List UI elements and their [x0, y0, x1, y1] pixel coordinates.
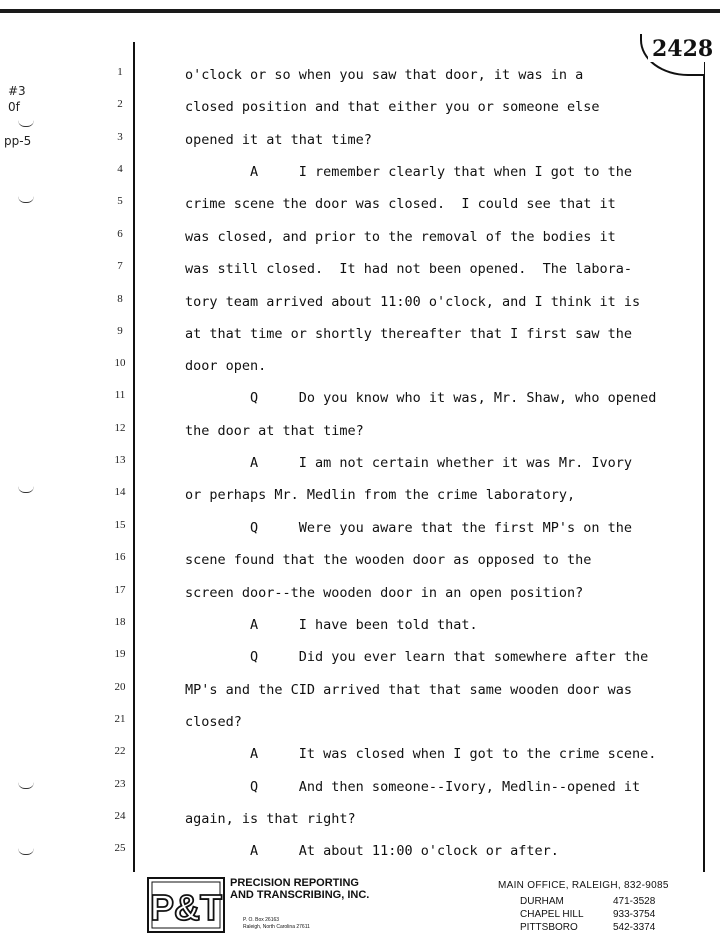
line-number: 22: [114, 745, 126, 757]
line-number: 14: [114, 486, 126, 498]
logo-letters: P&T: [150, 887, 222, 928]
company-logo: [146, 876, 226, 934]
transcript-line: o'clock or so when you saw that door, it was in a: [185, 67, 584, 83]
margin-pencil-mark: [18, 486, 34, 493]
transcript-line: closed?: [185, 714, 242, 730]
office-city: DURHAM: [520, 896, 564, 907]
line-number: 2: [117, 98, 123, 110]
page-number: 2428: [648, 36, 717, 62]
office-city: PITTSBORO: [520, 922, 578, 933]
margin-note-scribble: 0f: [8, 100, 20, 114]
line-number: 5: [117, 195, 123, 207]
line-number: 13: [114, 454, 126, 466]
line-number: 8: [117, 293, 123, 305]
transcript-line: was closed, and prior to the removal of the bodies it: [185, 229, 616, 245]
line-number: 20: [114, 681, 126, 693]
margin-pencil-mark: [18, 196, 34, 203]
transcript-line: Q Did you ever learn that somewhere after the: [185, 649, 649, 665]
line-number: 18: [114, 616, 126, 628]
office-phone: 933-3754: [613, 909, 656, 920]
transcript-line: screen door--the wooden door in an open position?: [185, 585, 584, 601]
line-number: 7: [117, 260, 123, 272]
transcript-line: Q Were you aware that the first MP's on the: [185, 520, 633, 536]
transcript-line: tory team arrived about 11:00 o'clock, and I think it is: [185, 294, 641, 310]
transcript-line: the door at that time?: [185, 423, 364, 439]
line-number: 11: [114, 389, 126, 401]
transcript-line: scene found that the wooden door as opposed to the: [185, 552, 592, 568]
transcript-line: A I remember clearly that when I got to the: [185, 164, 633, 180]
line-number: 25: [114, 842, 126, 854]
line-number: 6: [117, 228, 123, 240]
transcript-line: A I have been told that.: [185, 617, 478, 633]
margin-pencil-mark: [18, 782, 34, 789]
company-name: PRECISION REPORTING AND TRANSCRIBING, INC.: [230, 877, 370, 901]
transcript-line: Q And then someone--Ivory, Medlin--opened it: [185, 779, 641, 795]
line-number: 15: [114, 519, 126, 531]
office-city: CHAPEL HILL: [520, 909, 584, 920]
company-address: P. O. Box 26163 Raleigh, North Carolina 27611: [243, 917, 310, 930]
transcript-line: Q Do you know who it was, Mr. Shaw, who opened: [185, 390, 657, 406]
line-number: 10: [114, 357, 126, 369]
margin-note-pages: pp-5: [4, 134, 32, 148]
transcript-line: at that time or shortly thereafter that I first saw the: [185, 326, 633, 342]
line-number: 24: [114, 810, 126, 822]
transcript-line: was still closed. It had not been opened. The labora-: [185, 261, 633, 277]
transcript-line: MP's and the CID arrived that that same wooden door was: [185, 682, 633, 698]
transcript-line: door open.: [185, 358, 267, 374]
transcript-line: crime scene the door was closed. I could see that it: [185, 196, 616, 212]
top-border-rule: [0, 9, 720, 13]
line-number: 3: [117, 131, 123, 143]
transcript-line: again, is that right?: [185, 811, 356, 827]
margin-note-exhibit: #3: [8, 84, 26, 98]
margin-pencil-mark: [18, 120, 34, 127]
office-phone: 542-3374: [613, 922, 656, 933]
transcript-line: opened it at that time?: [185, 132, 372, 148]
main-office-line: MAIN OFFICE, RALEIGH, 832-9085: [498, 880, 669, 891]
line-number: 1: [117, 66, 123, 78]
transcript-line: or perhaps Mr. Medlin from the crime laboratory,: [185, 487, 576, 503]
transcript-line: A I am not certain whether it was Mr. Ivory: [185, 455, 633, 471]
office-phone: 471-3528: [613, 896, 656, 907]
line-number: 9: [117, 325, 123, 337]
line-number: 17: [114, 584, 126, 596]
transcript-line: A It was closed when I got to the crime scene.: [185, 746, 657, 762]
transcript-line: closed position and that either you or someone else: [185, 99, 600, 115]
line-number: 23: [114, 778, 126, 790]
line-number: 19: [114, 648, 126, 660]
line-number: 4: [117, 163, 123, 175]
line-number: 16: [114, 551, 126, 563]
office-listing: [520, 896, 660, 907]
line-number: 12: [114, 422, 126, 434]
office-listing: [520, 922, 660, 933]
transcript-line: A At about 11:00 o'clock or after.: [185, 843, 559, 859]
office-listing: [520, 909, 660, 920]
margin-pencil-mark: [18, 848, 34, 855]
line-number: 21: [114, 713, 126, 725]
